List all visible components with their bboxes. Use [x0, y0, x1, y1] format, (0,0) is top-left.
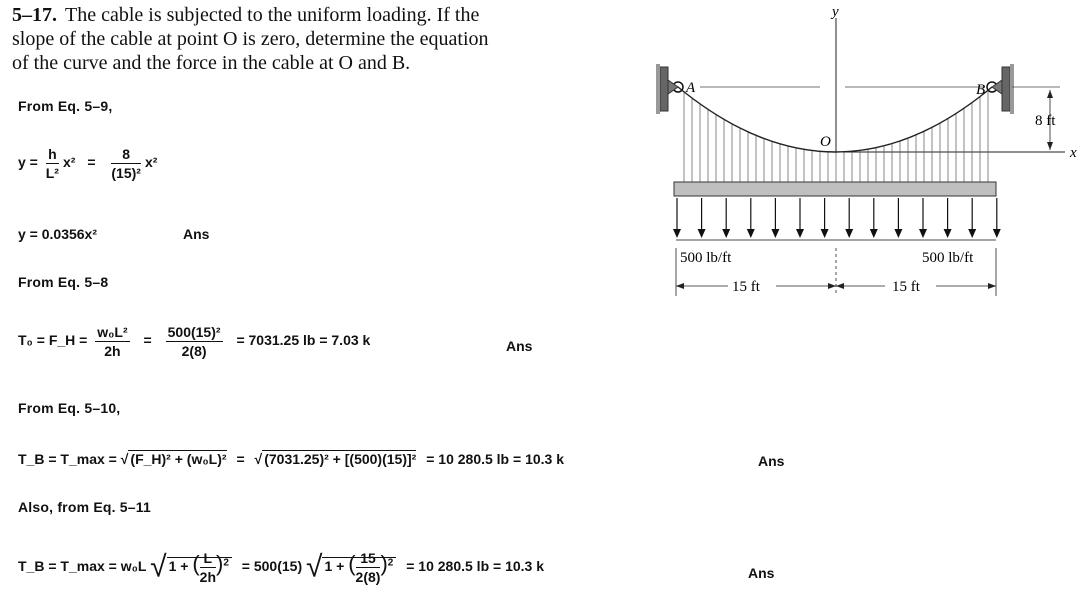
paren-open-1: ( — [192, 551, 200, 577]
eq4-root-1 — [121, 450, 227, 467]
answer-3: Ans — [758, 453, 785, 469]
label-o: O — [820, 134, 831, 150]
eq4-rhs: = 10 280.5 lb = 10.3 k — [426, 451, 564, 467]
equation-1 — [18, 146, 157, 181]
load-arrowhead — [968, 229, 976, 238]
support-a — [656, 64, 683, 114]
problem-number: 5–17. — [12, 4, 57, 26]
eq5-frac1-den: 2h — [199, 569, 216, 585]
load-arrowhead — [894, 229, 902, 238]
deck — [674, 182, 996, 196]
equation-5 — [18, 550, 544, 585]
eq3-lhs: T₀ = F_H = — [18, 332, 88, 349]
paren-open-2: ( — [348, 551, 356, 577]
load-arrowhead — [673, 229, 681, 238]
load-arrowhead — [771, 229, 779, 238]
load-arrowhead — [796, 229, 804, 238]
label-b: B — [976, 82, 986, 98]
eq4-lhs: T_B = T_max = — [18, 451, 117, 467]
sqrt-sign-3: √ — [150, 550, 167, 584]
sqrt-sign-2: √ — [254, 451, 263, 467]
eq5-radicand-1 — [167, 550, 232, 585]
label-x: x — [1070, 145, 1077, 161]
dim-arrow-left — [676, 283, 684, 289]
support-b — [987, 64, 1014, 114]
eq4-root-2 — [255, 450, 417, 467]
eq3-fraction-2 — [166, 324, 223, 359]
load-arrowhead — [919, 229, 927, 238]
eq4-sqrt1: (F_H)² + (w₀L)² — [130, 451, 227, 467]
equation-4 — [18, 451, 564, 467]
eq3-equals: = — [143, 332, 152, 349]
dim-arrow-up — [1047, 90, 1053, 98]
load-arrowhead — [944, 229, 952, 238]
cable-curve — [678, 87, 992, 152]
eq5-inner1-pre: 1 + — [168, 558, 189, 575]
eq5-lhs: T_B = T_max = w₀L — [18, 558, 147, 575]
eq5-frac1-num: L — [200, 550, 216, 568]
dim-arrow-right — [988, 283, 996, 289]
exp-2b: 2 — [387, 557, 394, 569]
answer-2: Ans — [506, 338, 533, 354]
paren-close-1: ) — [216, 551, 224, 577]
step2-label: From Eq. 5–8 — [18, 274, 109, 290]
problem-line-3: of the curve and the force in the cable at O and B. — [12, 52, 411, 74]
eq3-rhs: = 7031.25 lb = 7.03 k — [236, 332, 371, 349]
load-arrows — [673, 198, 1001, 240]
eq1-frac1-num: h — [46, 146, 59, 164]
eq5-rhs: = 10 280.5 lb = 10.3 k — [406, 558, 545, 575]
eq5-fraction-1 — [200, 550, 216, 585]
step1-label: From Eq. 5–9, — [18, 98, 113, 114]
load-arrowhead — [993, 229, 1001, 238]
label-load-right: 500 lb/ft — [922, 250, 974, 266]
equation-3 — [18, 324, 370, 359]
eq5-mid: = 500(15) — [241, 558, 303, 575]
answer-4: Ans — [748, 565, 775, 581]
eq5-fraction-2 — [356, 550, 381, 585]
problem-text-1: The cable is subjected to the uniform loading. If the — [65, 4, 480, 26]
load-arrowhead — [870, 229, 878, 238]
sqrt-sign-1: √ — [120, 451, 129, 467]
eq1-equals: = — [87, 154, 96, 171]
eq5-frac2-num: 15 — [356, 550, 381, 568]
dim-arrow-down — [1047, 142, 1053, 150]
sqrt-sign-4: √ — [306, 550, 323, 584]
load-arrowhead — [698, 229, 706, 238]
eq1-x2: x² — [62, 154, 76, 171]
eq5-radicand-2 — [322, 550, 396, 585]
problem-line-2: slope of the cable at point O is zero, determine the equation — [12, 28, 489, 50]
step4-label: Also, from Eq. 5–11 — [18, 499, 151, 515]
eq5-frac2-den: 2(8) — [355, 569, 381, 585]
problem-statement — [12, 3, 542, 75]
eq3-frac2-num: 500(15)² — [167, 324, 221, 340]
eq3-frac2-den: 2(8) — [181, 343, 207, 359]
eq3-frac1-den: 2h — [104, 343, 121, 359]
exp-2a: 2 — [223, 557, 229, 569]
eq1-frac2-num: 8 — [111, 146, 141, 164]
eq1-frac2-den: (15)² — [111, 165, 141, 181]
eq5-inner2-pre: 1 + — [324, 558, 345, 575]
answer-1: Ans — [183, 226, 210, 242]
equation-2: y = 0.0356x² — [18, 226, 98, 242]
cable-figure — [640, 0, 1087, 300]
load-arrowhead — [845, 229, 853, 238]
load-arrowhead — [747, 229, 755, 238]
eq3-frac1-num: w₀L² — [97, 324, 128, 340]
label-span-right: 15 ft — [892, 279, 920, 295]
eq1-x2-b: x² — [144, 154, 158, 171]
label-load-left: 500 lb/ft — [680, 250, 732, 266]
eq4-equals: = — [236, 451, 245, 467]
dim-arrow-mid-l — [828, 283, 836, 289]
label-height: 8 ft — [1035, 113, 1056, 129]
label-a: A — [686, 80, 696, 96]
problem-line-1 — [12, 3, 542, 27]
eq1-frac1-den: L² — [45, 165, 59, 181]
eq1-fraction-1 — [46, 146, 59, 181]
label-span-left: 15 ft — [732, 279, 760, 295]
paren-close-2: ) — [380, 551, 388, 577]
load-arrowhead — [821, 229, 829, 238]
eq4-sqrt2: (7031.25)² + [(500)(15)]² — [264, 451, 417, 467]
eq1-fraction-2 — [111, 146, 141, 181]
eq1-lhs: y = — [18, 154, 38, 171]
eq3-fraction-1 — [95, 324, 129, 359]
step3-label: From Eq. 5–10, — [18, 400, 121, 416]
load-arrowhead — [722, 229, 730, 238]
label-y: y — [832, 4, 839, 20]
dim-arrow-mid-r — [836, 283, 844, 289]
